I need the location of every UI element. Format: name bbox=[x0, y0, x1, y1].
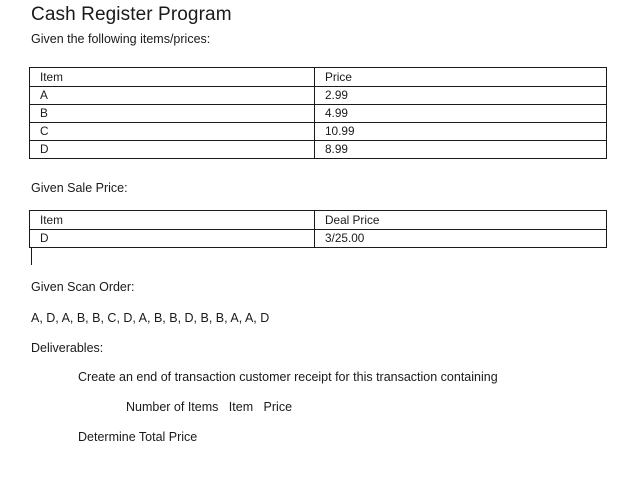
item-cell: D bbox=[30, 141, 315, 159]
item-cell: C bbox=[30, 123, 315, 141]
column-header-deal-price: Deal Price bbox=[315, 211, 607, 230]
deal-price-cell: 3/25.00 bbox=[315, 230, 607, 248]
table-row bbox=[30, 230, 607, 248]
receipt-fields: Number of Items Item Price bbox=[126, 400, 293, 414]
table-row bbox=[30, 87, 607, 105]
table-row bbox=[30, 105, 607, 123]
item-cell: D bbox=[30, 230, 315, 248]
table-row bbox=[30, 123, 607, 141]
sale-heading: Given Sale Price: bbox=[31, 181, 128, 195]
column-header-price: Price bbox=[315, 68, 607, 87]
items-intro: Given the following items/prices: bbox=[31, 32, 211, 46]
sale-price-table bbox=[29, 210, 607, 248]
price-cell: 2.99 bbox=[315, 87, 607, 105]
column-header-item: Item bbox=[30, 68, 315, 87]
items-price-table bbox=[29, 67, 607, 159]
item-cell: A bbox=[30, 87, 315, 105]
deliverable-receipt: Create an end of transaction customer receipt for this transaction containing bbox=[78, 370, 498, 384]
table-header-row bbox=[30, 68, 607, 87]
deliverables-heading: Deliverables: bbox=[31, 341, 104, 355]
table-header-row bbox=[30, 211, 607, 230]
deliverable-total: Determine Total Price bbox=[78, 430, 198, 444]
scan-order: A, D, A, B, B, C, D, A, B, B, D, B, B, A, A, D bbox=[31, 311, 270, 325]
item-cell: B bbox=[30, 105, 315, 123]
price-cell: 4.99 bbox=[315, 105, 607, 123]
text-cursor bbox=[31, 248, 32, 265]
scan-heading: Given Scan Order: bbox=[31, 280, 135, 294]
table-row bbox=[30, 141, 607, 159]
price-cell: 10.99 bbox=[315, 123, 607, 141]
price-cell: 8.99 bbox=[315, 141, 607, 159]
column-header-item: Item bbox=[30, 211, 315, 230]
page-title: Cash Register Program bbox=[31, 4, 232, 25]
